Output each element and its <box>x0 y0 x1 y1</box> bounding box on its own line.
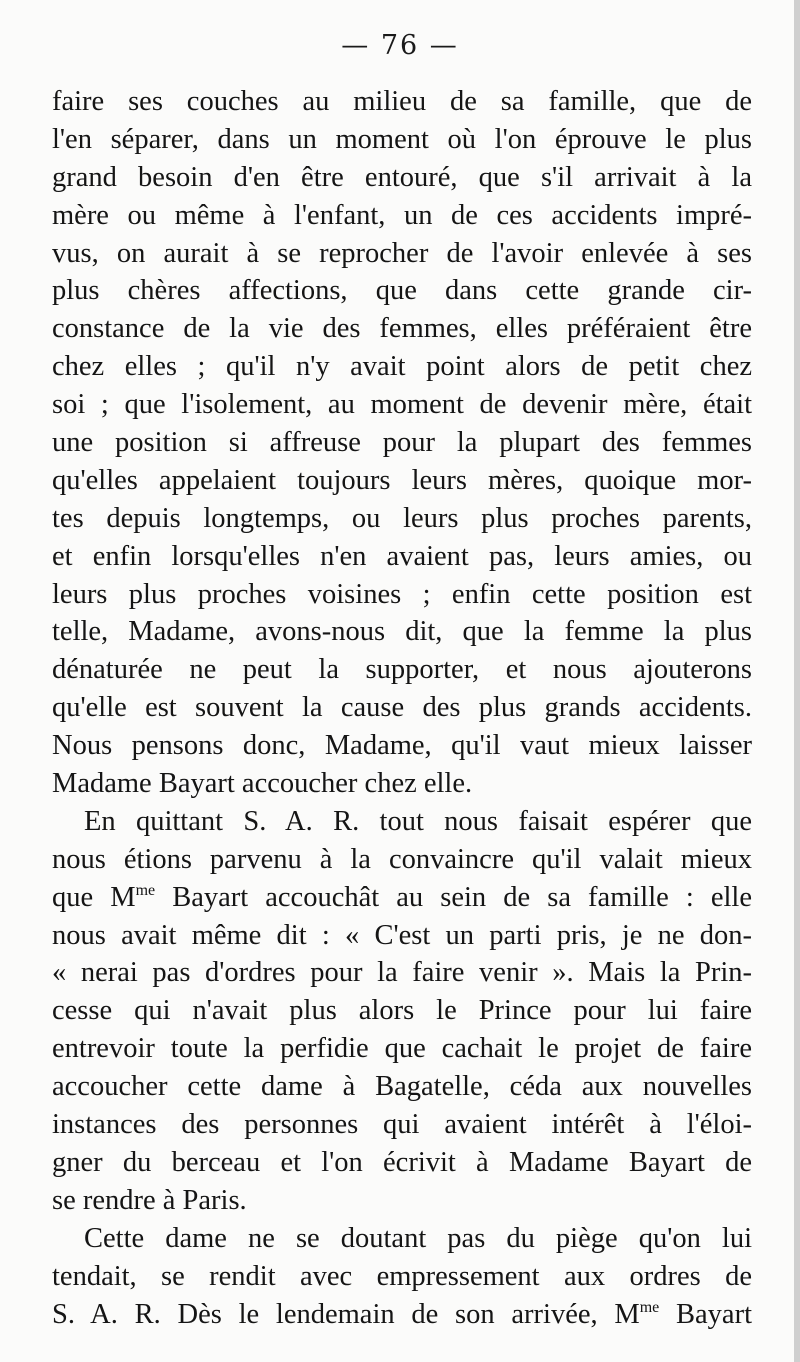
text-line: leurs plus proches voisines ; enfin cette position est <box>52 578 752 610</box>
text-line: constance de la vie des femmes, elles préféraient être <box>52 313 752 345</box>
text-line: tes depuis longtemps, ou leurs plus proches parents, <box>52 502 752 534</box>
text-line: faire ses couches au milieu de sa famille, que de <box>52 86 752 117</box>
text-line: nous étions parvenu à la convaincre qu'il valait mieux <box>52 843 752 875</box>
text-line: telle, Madame, avons-nous dit, que la femme la plus <box>52 616 752 648</box>
text-fragment: Bayart accouchât au sein de sa famille : elle <box>155 881 752 913</box>
text-line: qu'elles appelaient toujours leurs mères, quoique mor- <box>52 464 752 496</box>
text-line: plus chères affections, que dans cette grande cir- <box>52 275 752 307</box>
text-line: instances des personnes qui avaient intérêt à l'éloi- <box>52 1109 752 1141</box>
text-line: gner du berceau et l'on écrivit à Madame Bayart de <box>52 1146 752 1178</box>
text-line: mère ou même à l'enfant, un de ces accidents impré- <box>52 199 752 231</box>
text-line: tendait, se rendit avec empressement aux ordres de <box>52 1260 752 1292</box>
superscript-abbrev: me <box>135 881 156 899</box>
text-line: grand besoin d'en être entouré, que s'il arrivait à la <box>52 161 752 193</box>
text-line: une position si affreuse pour la plupart des femmes <box>52 427 752 459</box>
superscript-abbrev: me <box>639 1298 660 1316</box>
text-line: Cette dame ne se doutant pas du piège qu'on lui <box>84 1222 752 1254</box>
text-line: qu'elle est souvent la cause des plus grands accidents. <box>52 692 752 724</box>
text-line <box>52 1296 752 1334</box>
text-line: vus, on aurait à se reprocher de l'avoir enlevée à ses <box>52 237 752 269</box>
text-line: entrevoir toute la perfidie que cachait le projet de faire <box>52 1033 752 1065</box>
text-line: cesse qui n'avait plus alors le Prince pour lui faire <box>52 995 752 1027</box>
text-line: En quittant S. A. R. tout nous faisait espérer que <box>84 805 752 837</box>
text-line: « nerai pas d'ordres pour la faire venir ». Mais la Prin- <box>52 957 752 989</box>
text-line: et enfin lorsqu'elles n'en avaient pas, leurs amies, ou <box>52 540 752 572</box>
page-number: — 76 — <box>341 30 459 61</box>
text-line: Madame Bayart accoucher chez elle. <box>52 768 473 800</box>
text-fragment: Bayart <box>659 1298 752 1330</box>
text-line: accoucher cette dame à Bagatelle, céda aux nouvelles <box>52 1071 752 1103</box>
text-line: dénaturée ne peut la supporter, et nous ajouterons <box>52 654 752 686</box>
text-line: chez elles ; qu'il n'y avait point alors de petit chez <box>52 351 752 383</box>
text-line: soi ; que l'isolement, au moment de devenir mère, était <box>52 389 752 421</box>
body-text <box>52 83 752 1333</box>
text-fragment: que M <box>52 881 136 913</box>
text-line: se rendre à Paris. <box>52 1184 247 1216</box>
text-line <box>52 879 752 917</box>
text-fragment: S. A. R. Dès le lendemain de son arrivée, M <box>52 1298 640 1330</box>
text-line: Nous pensons donc, Madame, qu'il vaut mieux laisser <box>52 730 752 762</box>
text-line: l'en séparer, dans un moment où l'on éprouve le plus <box>52 123 752 155</box>
text-line: nous avait même dit : « C'est un parti pris, je ne don- <box>52 919 752 951</box>
